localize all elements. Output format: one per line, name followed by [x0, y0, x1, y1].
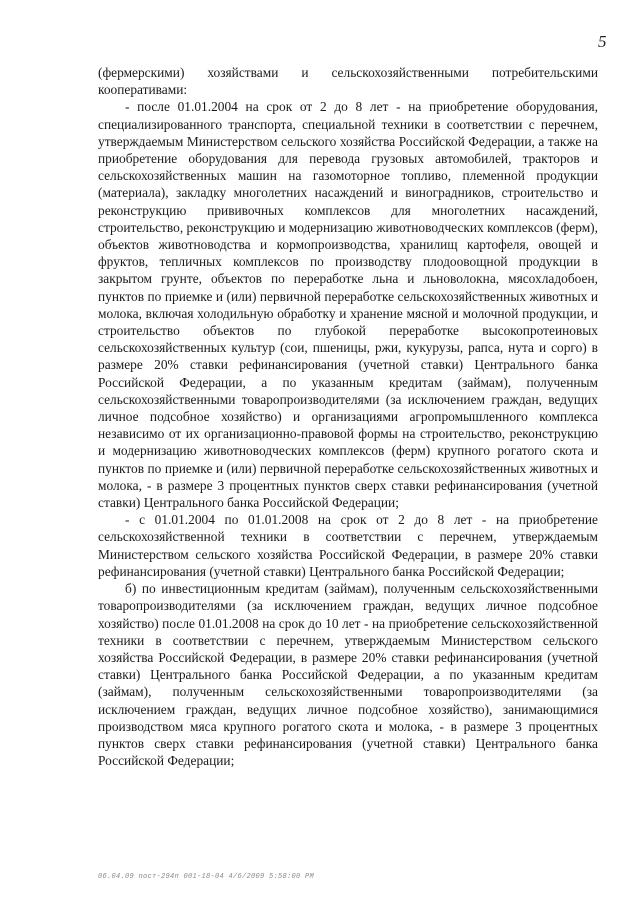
- document-body: [98, 64, 598, 769]
- page-number: 5: [598, 32, 607, 51]
- paragraph-intro: (фермерскими) хозяйствами и сельскохозяйственными потребительскими кооперативами:: [98, 65, 598, 98]
- paragraph-2004-2008: - с 01.01.2004 по 01.01.2008 на срок от 2 до 8 лет - на приобретение сельскохозяйственной техники в соответствии с перечнем, утверждаемым Министерством сельского хозяйства Российской Федерации, в размере 20% ставки рефинансирования (учетной ставки) Центрального банка Российской Федерации;: [98, 512, 598, 579]
- paragraph-after-2004: - после 01.01.2004 на срок от 2 до 8 лет - на приобретение оборудования, специализированного транспорта, специальной техники в соответствии с перечнем, утверждаемым Министерством сельского хозяйства Российской Федерации, а также на приобретение оборудования для перевода грузовых автомобилей, тракторов и сельскохозяйственных машин на газомоторное топливо, племенной продукции (материала), закладку многолетних насаждений и виноградников, строительство и реконструкцию прививочных комплексов для многолетних насаждений, строительство, реконструкцию и модернизацию животноводческих комплексов (ферм), объектов животноводства и кормопроизводства, хранилищ картофеля, овощей и фруктов, тепличных комплексов по производству плодоовощной продукции в закрытом грунте, объектов по переработке льна и льноволокна, мясохладобоен, пунктов по приемке и (или) первичной переработке сельскохозяйственных животных и молока, включая холодильную обработку и хранение мясной и молочной продукции, и строительство объектов по глубокой переработке высокопротеиновых сельскохозяйственных культур (сои, пшеницы, ржи, кукурузы, рапса, нута и сорго) в размере 20% ставки рефинансирования (учетной ставки) Центрального банка Российской Федерации, а по указанным кредитам (займам), полученным сельскохозяйственными товаропроизводителями (за исключением граждан, ведущих личное подсобное хозяйство) и организациями агропромышленного комплекса независимо от их организационно-правовой формы на строительство, реконструкцию и модернизацию животноводческих комплексов (ферм) крупного рогатого скота и пунктов по приемке и (или) первичной переработке сельскохозяйственных животных и молока, - в размере 3 процентных пунктов сверх ставки рефинансирования (учетной ставки) Центрального банка Российской Федерации;: [98, 99, 598, 511]
- footer-stamp: 06.04.09 пост-294п 001-18-04 4/6/2009 5:58:00 PM: [98, 873, 315, 881]
- paragraph-b: б) по инвестиционным кредитам (займам), полученным сельскохозяйственными товаропроизводителями (за исключением граждан, ведущих личное подсобное хозяйство) после 01.01.2008 на срок до 10 лет - на приобретение сельскохозяйственной техники в соответствии с перечнем, утверждаемым Министерством сельского хозяйства Российской Федерации, в размере 20% ставки рефинансирования (учетной ставки) Центрального банка Российской Федерации, а по указанным кредитам (займам), полученным сельскохозяйственными товаропроизводителями (за исключением граждан, ведущих личное подсобное хозяйство), занимающимися производством мяса крупного рогатого скота и молока, - в размере 3 процентных пунктов сверх ставки рефинансирования (учетной ставки) Центрального банка Российской Федерации;: [98, 581, 598, 769]
